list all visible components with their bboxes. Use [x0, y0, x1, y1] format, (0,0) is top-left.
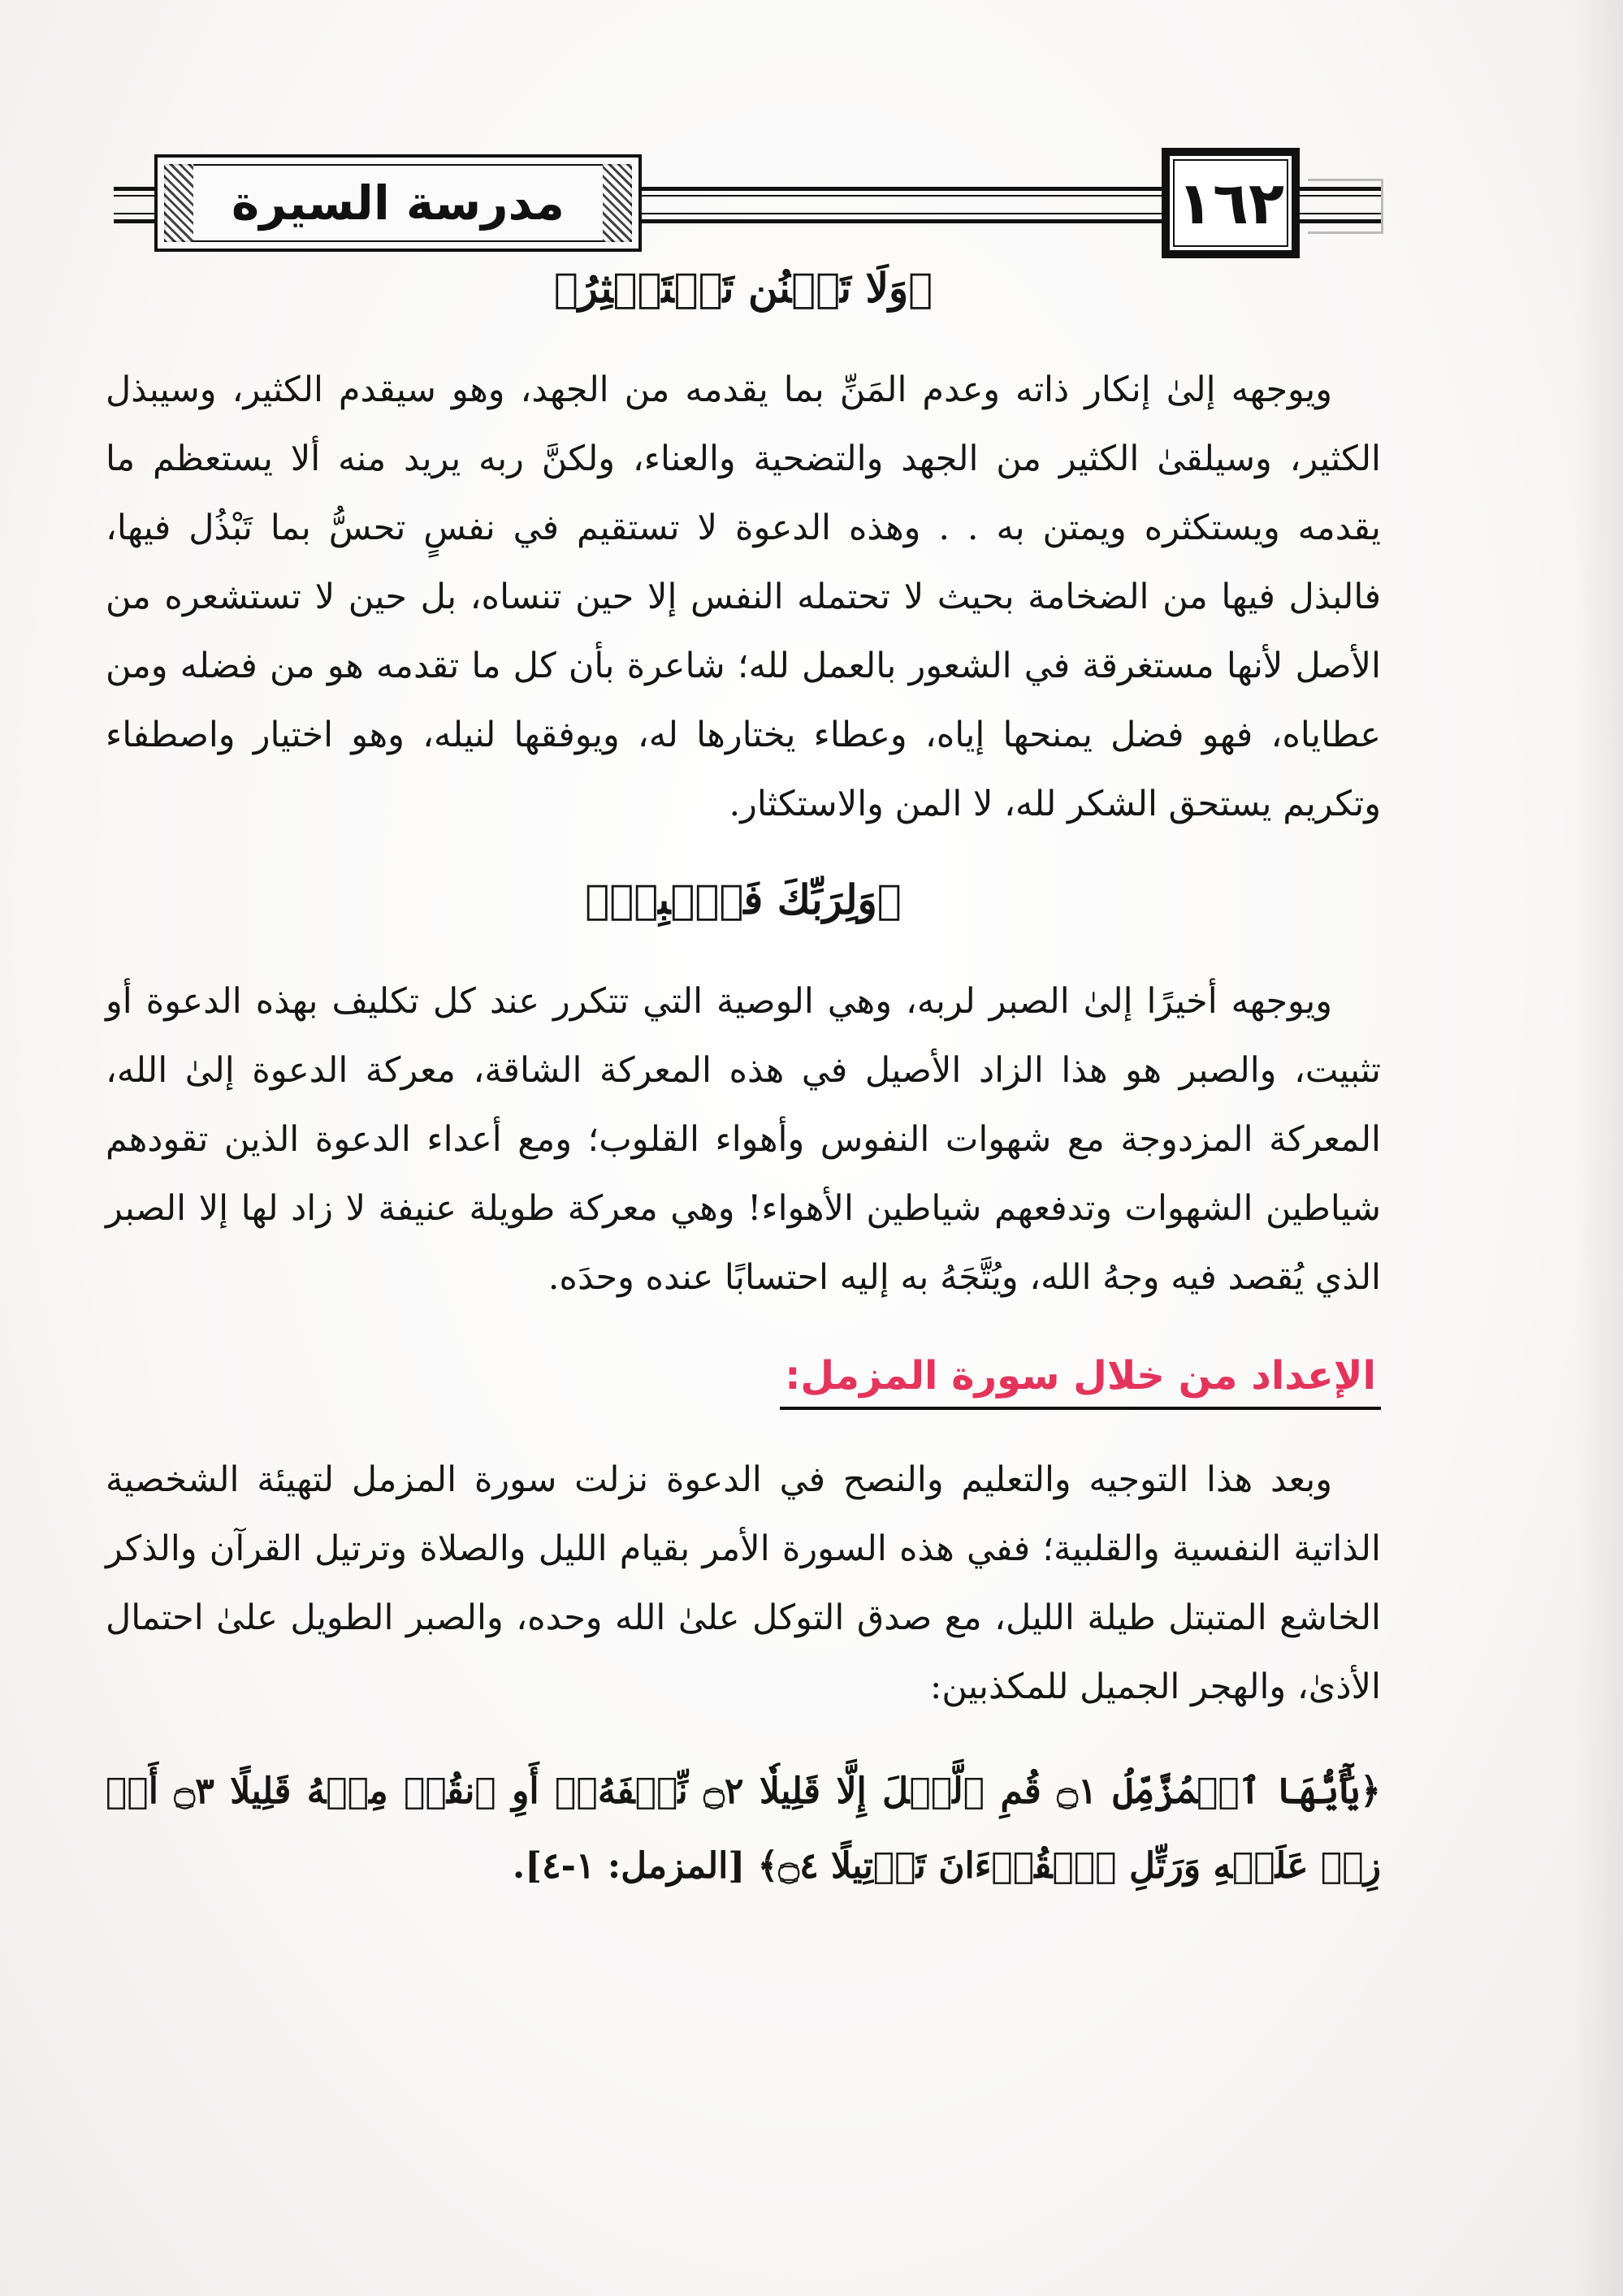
- page-number-frame: [1162, 148, 1300, 258]
- verse-heading: ﴿وَلَا تَمۡنُن تَسۡتَكۡثِرُ﴾: [553, 264, 933, 312]
- ornament-icon: [603, 164, 632, 242]
- page-header: [114, 146, 1381, 260]
- header-end-bracket: [1308, 179, 1383, 234]
- running-title: مدرسة السيرة: [232, 175, 565, 231]
- quran-quote: [106, 1754, 1381, 1904]
- page-number: ١٦٢: [1177, 169, 1284, 237]
- body-paragraph: وبعد هذا التوجيه والتعليم والنصح في الدعوة نزلت سورة المزمل لتهيئة الشخصية الذاتية النفسية والقلبية؛ ففي هذه السورة الأمر بقيام الليل والصلاة وترتيل القرآن والذكر الخاشع المتبتل طيلة الليل، مع صدق التوكل علىٰ الله وحده، والصبر الطويل علىٰ احتمال الأذىٰ، والهجر الجميل للمكذبين:: [106, 1459, 1381, 1707]
- verse-heading: ﴿وَلِرَبِّكَ فَٱصۡبِرۡ﴾: [585, 876, 902, 923]
- body-content: [106, 260, 1381, 1904]
- section-heading-row: [106, 1345, 1381, 1446]
- page-edge-shadow: [1574, 0, 1623, 2296]
- body-paragraph: ويوجهه إلىٰ إنكار ذاته وعدم المَنِّ بما يقدمه من الجهد، وهو سيقدم الكثير، وسيبذل الكثير، وسيلقىٰ الكثير من الجهد والتضحية والعناء، ولكنَّ ربه يريد منه ألا يستعظم ما يقدمه ويستكثره ويمتن به . . وهذه الدعوة لا تستقيم في نفسٍ تحسُّ بما تَبْذُل فيها، فالبذل فيها من الضخامة بحيث لا تحتمله النفس إلا حين تنساه، بل حين لا تستشعره من الأصل لأنها مستغرقة في الشعور بالعمل لله؛ شاعرة بأن كل ما تقدمه هو من فضله ومن عطاياه، فهو فضل يمنحها إياه، وعطاء يختارها له، ويوفقها لنيله، وهو اختيار واصطفاء وتكريم يستحق الشكر لله، لا المن والاستكثار.: [106, 370, 1381, 824]
- quran-verses: ﴿يَٰٓأَيُّهَا ٱلۡمُزَّمِّلُ ۝١ قُمِ ٱلَّيۡلَ إِلَّا قَلِيلٗا ۝٢ نِّصۡفَهُۥٓ أَوِ ٱنقُصۡ مِنۡهُ قَلِيلًا ۝٣ أَوۡ زِدۡ عَلَيۡهِ وَرَتِّلِ ٱلۡقُرۡءَانَ تَرۡتِيلًا ۝٤﴾: [106, 1771, 1381, 1887]
- ornament-icon: [164, 164, 193, 242]
- running-title-frame: [154, 154, 642, 252]
- quran-citation: [المزمل: ١-٤].: [512, 1845, 746, 1887]
- section-heading: الإعداد من خلال سورة المزمل:: [780, 1353, 1381, 1410]
- body-paragraph: ويوجهه أخيرًا إلىٰ الصبر لربه، وهي الوصية التي تتكرر عند كل تكليف بهذه الدعوة أو تثبيت، والصبر هو هذا الزاد الأصيل في هذه المعركة الشاقة، معركة الدعوة إلىٰ الله، المعركة المزدوجة مع شهوات النفوس وأهواء القلوب؛ ومع أعداء الدعوة الذين تقودهم شياطين الشهوات وتدفعهم شياطين الأهواء! وهي معركة طويلة عنيفة لا زاد لها إلا الصبر الذي يُقصد فيه وجهُ الله، ويُتَّجَهُ به إليه احتسابًا عنده وحدَه.: [106, 981, 1381, 1298]
